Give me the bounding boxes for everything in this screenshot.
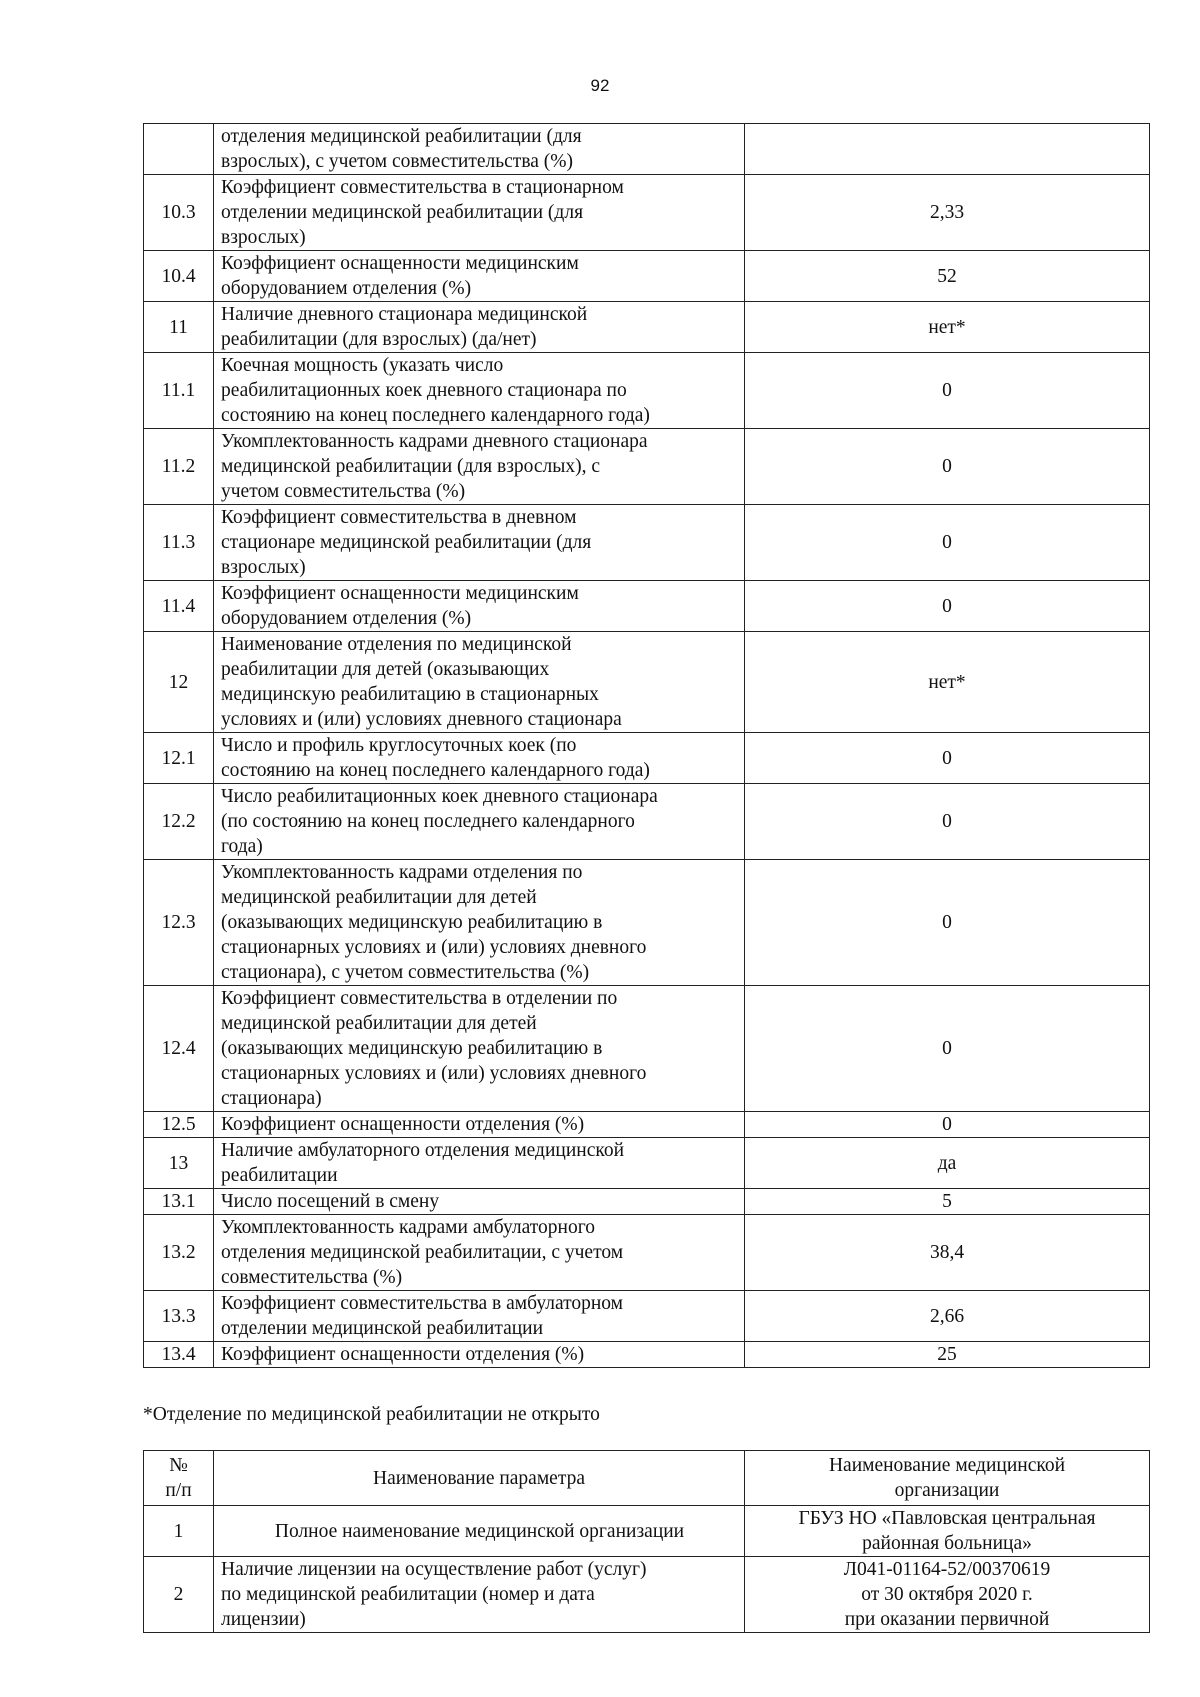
row-number: 13.4 <box>144 1342 214 1368</box>
table-row <box>144 1138 1150 1189</box>
row-number: 13.3 <box>144 1291 214 1342</box>
row-parameter: Число реабилитационных коек дневного стационара (по состоянию на конец последнего календарного года) <box>214 784 745 860</box>
footnote: *Отделение по медицинской реабилитации не открыто <box>143 1404 600 1425</box>
row-value: Л041-01164-52/00370619 от 30 октября 2020 г. при оказании первичной <box>745 1557 1150 1633</box>
row-parameter: Наличие дневного стационара медицинской реабилитации (для взрослых) (да/нет) <box>214 302 745 353</box>
page-number: 92 <box>590 76 610 95</box>
row-number: 11.2 <box>144 429 214 505</box>
row-number: 13 <box>144 1138 214 1189</box>
row-parameter: Коэффициент оснащенности медицинским оборудованием отделения (%) <box>214 581 745 632</box>
row-parameter: Число посещений в смену <box>214 1189 745 1215</box>
organization-parameters-table <box>143 1450 1150 1633</box>
table-row <box>144 353 1150 429</box>
row-number: 11 <box>144 302 214 353</box>
row-number: 12 <box>144 632 214 733</box>
row-number: 11.1 <box>144 353 214 429</box>
row-parameter: Укомплектованность кадрами амбулаторного отделения медицинской реабилитации, с учетом совместительства (%) <box>214 1215 745 1291</box>
table-row <box>144 733 1150 784</box>
table-header-row <box>144 1451 1150 1506</box>
row-value: нет* <box>745 302 1150 353</box>
row-number: 12.4 <box>144 986 214 1112</box>
row-parameter: Коэффициент совместительства в амбулаторном отделении медицинской реабилитации <box>214 1291 745 1342</box>
row-value: 0 <box>745 986 1150 1112</box>
row-parameter: Число и профиль круглосуточных коек (по состоянию на конец последнего календарного года) <box>214 733 745 784</box>
table-row <box>144 429 1150 505</box>
table-row <box>144 1291 1150 1342</box>
table-row <box>144 505 1150 581</box>
row-value: 25 <box>745 1342 1150 1368</box>
row-parameter: Коэффициент оснащенности отделения (%) <box>214 1112 745 1138</box>
row-parameter: Наименование отделения по медицинской реабилитации для детей (оказывающих медицинскую реабилитацию в стационарных условиях и (или) условиях дневного стационара <box>214 632 745 733</box>
row-parameter: Коечная мощность (указать число реабилитационных коек дневного стационара по состоянию на конец последнего календарного года) <box>214 353 745 429</box>
row-parameter: Укомплектованность кадрами дневного стационара медицинской реабилитации (для взрослых), с учетом совместительства (%) <box>214 429 745 505</box>
row-value: 0 <box>745 784 1150 860</box>
row-number: 12.5 <box>144 1112 214 1138</box>
row-value: нет* <box>745 632 1150 733</box>
row-parameter: Коэффициент совместительства в стационарном отделении медицинской реабилитации (для взрослых) <box>214 175 745 251</box>
row-value: 0 <box>745 733 1150 784</box>
row-value: 0 <box>745 429 1150 505</box>
row-parameter: отделения медицинской реабилитации (для взрослых), с учетом совместительства (%) <box>214 124 745 175</box>
header-parameter: Наименование параметра <box>214 1451 745 1506</box>
table-row <box>144 1215 1150 1291</box>
table-row <box>144 124 1150 175</box>
row-parameter: Коэффициент оснащенности медицинским оборудованием отделения (%) <box>214 251 745 302</box>
row-parameter: Наличие лицензии на осуществление работ (услуг) по медицинской реабилитации (номер и дата лицензии) <box>214 1557 745 1633</box>
table-row <box>144 175 1150 251</box>
table-row <box>144 1557 1150 1633</box>
row-value: 52 <box>745 251 1150 302</box>
row-number: 12.1 <box>144 733 214 784</box>
row-number: 10.4 <box>144 251 214 302</box>
table-row <box>144 1189 1150 1215</box>
row-value: 2,66 <box>745 1291 1150 1342</box>
row-number <box>144 124 214 175</box>
row-number: 13.2 <box>144 1215 214 1291</box>
row-number: 13.1 <box>144 1189 214 1215</box>
row-value: 0 <box>745 353 1150 429</box>
row-number: 11.3 <box>144 505 214 581</box>
table-row <box>144 581 1150 632</box>
row-parameter: Укомплектованность кадрами отделения по медицинской реабилитации для детей (оказывающих медицинскую реабилитацию в стационарных условиях и (или) условиях дневного стационара), с учетом совместительства (%) <box>214 860 745 986</box>
table-row <box>144 1506 1150 1557</box>
table-row <box>144 1112 1150 1138</box>
header-number: № п/п <box>144 1451 214 1506</box>
table-row <box>144 860 1150 986</box>
row-parameter: Коэффициент совместительства в дневном стационаре медицинской реабилитации (для взрослых) <box>214 505 745 581</box>
table-row <box>144 302 1150 353</box>
row-number: 11.4 <box>144 581 214 632</box>
row-number: 10.3 <box>144 175 214 251</box>
table-row <box>144 986 1150 1112</box>
row-value: 0 <box>745 581 1150 632</box>
row-value: 2,33 <box>745 175 1150 251</box>
row-number: 2 <box>144 1557 214 1633</box>
row-number: 12.3 <box>144 860 214 986</box>
row-value: да <box>745 1138 1150 1189</box>
table-row <box>144 1342 1150 1368</box>
row-value: 0 <box>745 1112 1150 1138</box>
table-row <box>144 632 1150 733</box>
row-number: 1 <box>144 1506 214 1557</box>
row-parameter: Наличие амбулаторного отделения медицинской реабилитации <box>214 1138 745 1189</box>
rehab-indicators-table <box>143 123 1150 1368</box>
row-number: 12.2 <box>144 784 214 860</box>
row-parameter: Коэффициент оснащенности отделения (%) <box>214 1342 745 1368</box>
row-parameter: Коэффициент совместительства в отделении по медицинской реабилитации для детей (оказывающих медицинскую реабилитацию в стационарных условиях и (или) условиях дневного стационара) <box>214 986 745 1112</box>
table-row <box>144 251 1150 302</box>
table-row <box>144 784 1150 860</box>
row-value <box>745 124 1150 175</box>
row-value: 5 <box>745 1189 1150 1215</box>
row-value: 0 <box>745 860 1150 986</box>
row-value: 38,4 <box>745 1215 1150 1291</box>
header-organization: Наименование медицинской организации <box>745 1451 1150 1506</box>
row-value: 0 <box>745 505 1150 581</box>
row-parameter: Полное наименование медицинской организации <box>214 1506 745 1557</box>
row-value: ГБУЗ НО «Павловская центральная районная больница» <box>745 1506 1150 1557</box>
